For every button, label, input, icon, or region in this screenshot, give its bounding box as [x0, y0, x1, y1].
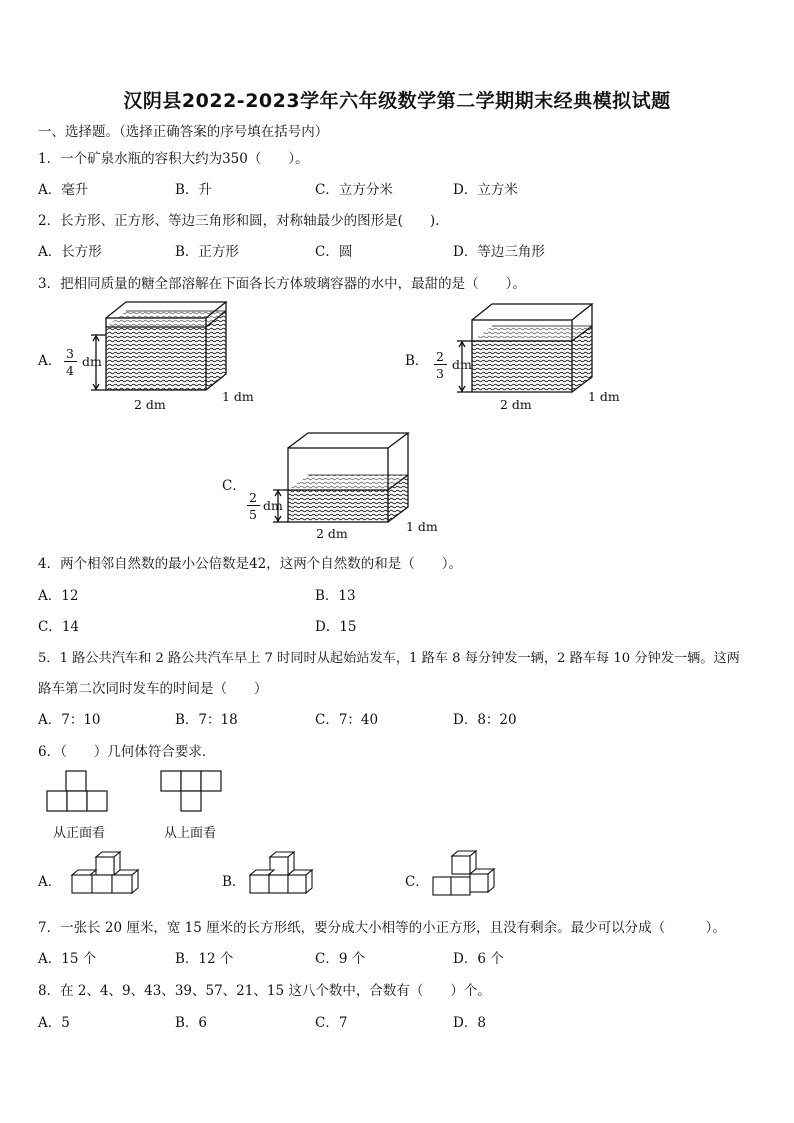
- q6-option-b-figure: [248, 855, 328, 905]
- q7-option-a[interactable]: A．15 个: [38, 951, 97, 967]
- fig-b-width: 2 dm: [500, 397, 532, 412]
- front-view-caption: 从正面看: [53, 826, 106, 841]
- q8-option-c[interactable]: C．7: [315, 1015, 348, 1031]
- q6-option-b[interactable]: B．: [222, 874, 246, 890]
- question-8: 8．在 2、4、9、43、39、57、21、15 这八个数中，合数有（ ）个。: [38, 983, 491, 999]
- q4-option-d[interactable]: D．15: [315, 619, 357, 635]
- fig-b-depth: 1 dm: [588, 389, 620, 404]
- question-1: 1．一个矿泉水瓶的容积大约为350（ ）。: [38, 151, 309, 167]
- q5-option-a[interactable]: A．7：10: [38, 712, 101, 728]
- fig-a-width: 2 dm: [134, 397, 166, 412]
- fig-b-height-den: 3: [436, 366, 444, 381]
- fig-b-height-unit: dm: [452, 357, 472, 372]
- q6-option-a-figure: [70, 855, 150, 905]
- q7-option-c[interactable]: C．9 个: [315, 951, 366, 967]
- q2-option-d[interactable]: D．等边三角形: [453, 244, 545, 260]
- q2-option-b[interactable]: B．正方形: [175, 244, 239, 260]
- q1-option-a[interactable]: A．毫升: [38, 182, 89, 198]
- question-4: 4．两个相邻自然数的最小公倍数是42，这两个自然数的和是（ ）。: [38, 556, 463, 572]
- q3-option-a[interactable]: A．: [38, 353, 62, 369]
- q4-option-c[interactable]: C．14: [38, 619, 80, 635]
- q3-option-c[interactable]: C．: [222, 478, 246, 494]
- fig-a-height-den: 4: [66, 363, 74, 378]
- fig-c-depth: 1 dm: [406, 519, 438, 534]
- q1-option-d[interactable]: D．立方米: [453, 182, 518, 198]
- q6-option-c-figure: [430, 850, 510, 905]
- top-view-caption: 从上面看: [164, 826, 217, 841]
- fig-c-height-unit: dm: [263, 498, 283, 513]
- fig-b-height-num: 2: [436, 349, 444, 364]
- question-6: 6．（ ）几何体符合要求．: [38, 744, 216, 760]
- fig-a-fraction-bar: [64, 361, 77, 362]
- fig-b-fraction-bar: [434, 364, 447, 365]
- question-5-line-2: 路车第二次同时发车的时间是（ ）: [38, 681, 268, 697]
- q2-option-c[interactable]: C．圆: [315, 244, 353, 260]
- question-3: 3．把相同质量的糖全部溶解在下面各长方体玻璃容器的水中，最甜的是（ ）。: [38, 276, 526, 292]
- question-7: 7．一张长 20 厘米，宽 15 厘米的长方形纸，要分成大小相等的小正方形，且没有剩余。最少可以分成（ ）。: [38, 920, 726, 936]
- q1-option-b[interactable]: B．升: [175, 182, 212, 198]
- fig-c-fraction-bar: [247, 505, 260, 506]
- top-view-figure: [160, 770, 224, 814]
- fig-a-height-num: 3: [66, 346, 74, 361]
- q5-option-c[interactable]: C．7：40: [315, 712, 379, 728]
- fig-c-height-num: 2: [249, 490, 257, 505]
- q7-option-b[interactable]: B．12 个: [175, 951, 234, 967]
- q3-option-b[interactable]: B．: [405, 353, 429, 369]
- q8-option-d[interactable]: D．8: [453, 1015, 486, 1031]
- q7-option-d[interactable]: D．6 个: [453, 951, 504, 967]
- question-2: 2．长方形、正方形、等边三角形和圆，对称轴最少的图形是( ).: [38, 213, 440, 229]
- section-heading: 一、选择题。（选择正确答案的序号填在括号内）: [38, 124, 329, 140]
- q8-option-b[interactable]: B．6: [175, 1015, 208, 1031]
- q8-option-a[interactable]: A．5: [38, 1015, 70, 1031]
- q6-option-c[interactable]: C．: [405, 874, 429, 890]
- q4-option-a[interactable]: A．12: [38, 588, 79, 604]
- q4-option-b[interactable]: B．13: [315, 588, 356, 604]
- q5-option-d[interactable]: D．8：20: [453, 712, 517, 728]
- question-5-line-1: 5．1 路公共汽车和 2 路公共汽车早上 7 时同时从起始站发车，1 路车 8 每分钟发一辆，2 路车每 10 分钟发一辆。这两: [38, 651, 740, 666]
- fig-c-height-den: 5: [249, 507, 257, 522]
- front-view-figure: [46, 770, 110, 814]
- q6-option-a[interactable]: A．: [38, 874, 62, 890]
- q1-option-c[interactable]: C．立方分米: [315, 182, 393, 198]
- fig-a-depth: 1 dm: [222, 389, 254, 404]
- fig-a-height-unit: dm: [82, 354, 102, 369]
- page-title: 汉阴县2022-2023学年六年级数学第二学期期末经典模拟试题: [123, 90, 671, 112]
- fig-c-width: 2 dm: [316, 526, 348, 541]
- q5-option-b[interactable]: B．7：18: [175, 712, 238, 728]
- q2-option-a[interactable]: A．长方形: [38, 244, 102, 260]
